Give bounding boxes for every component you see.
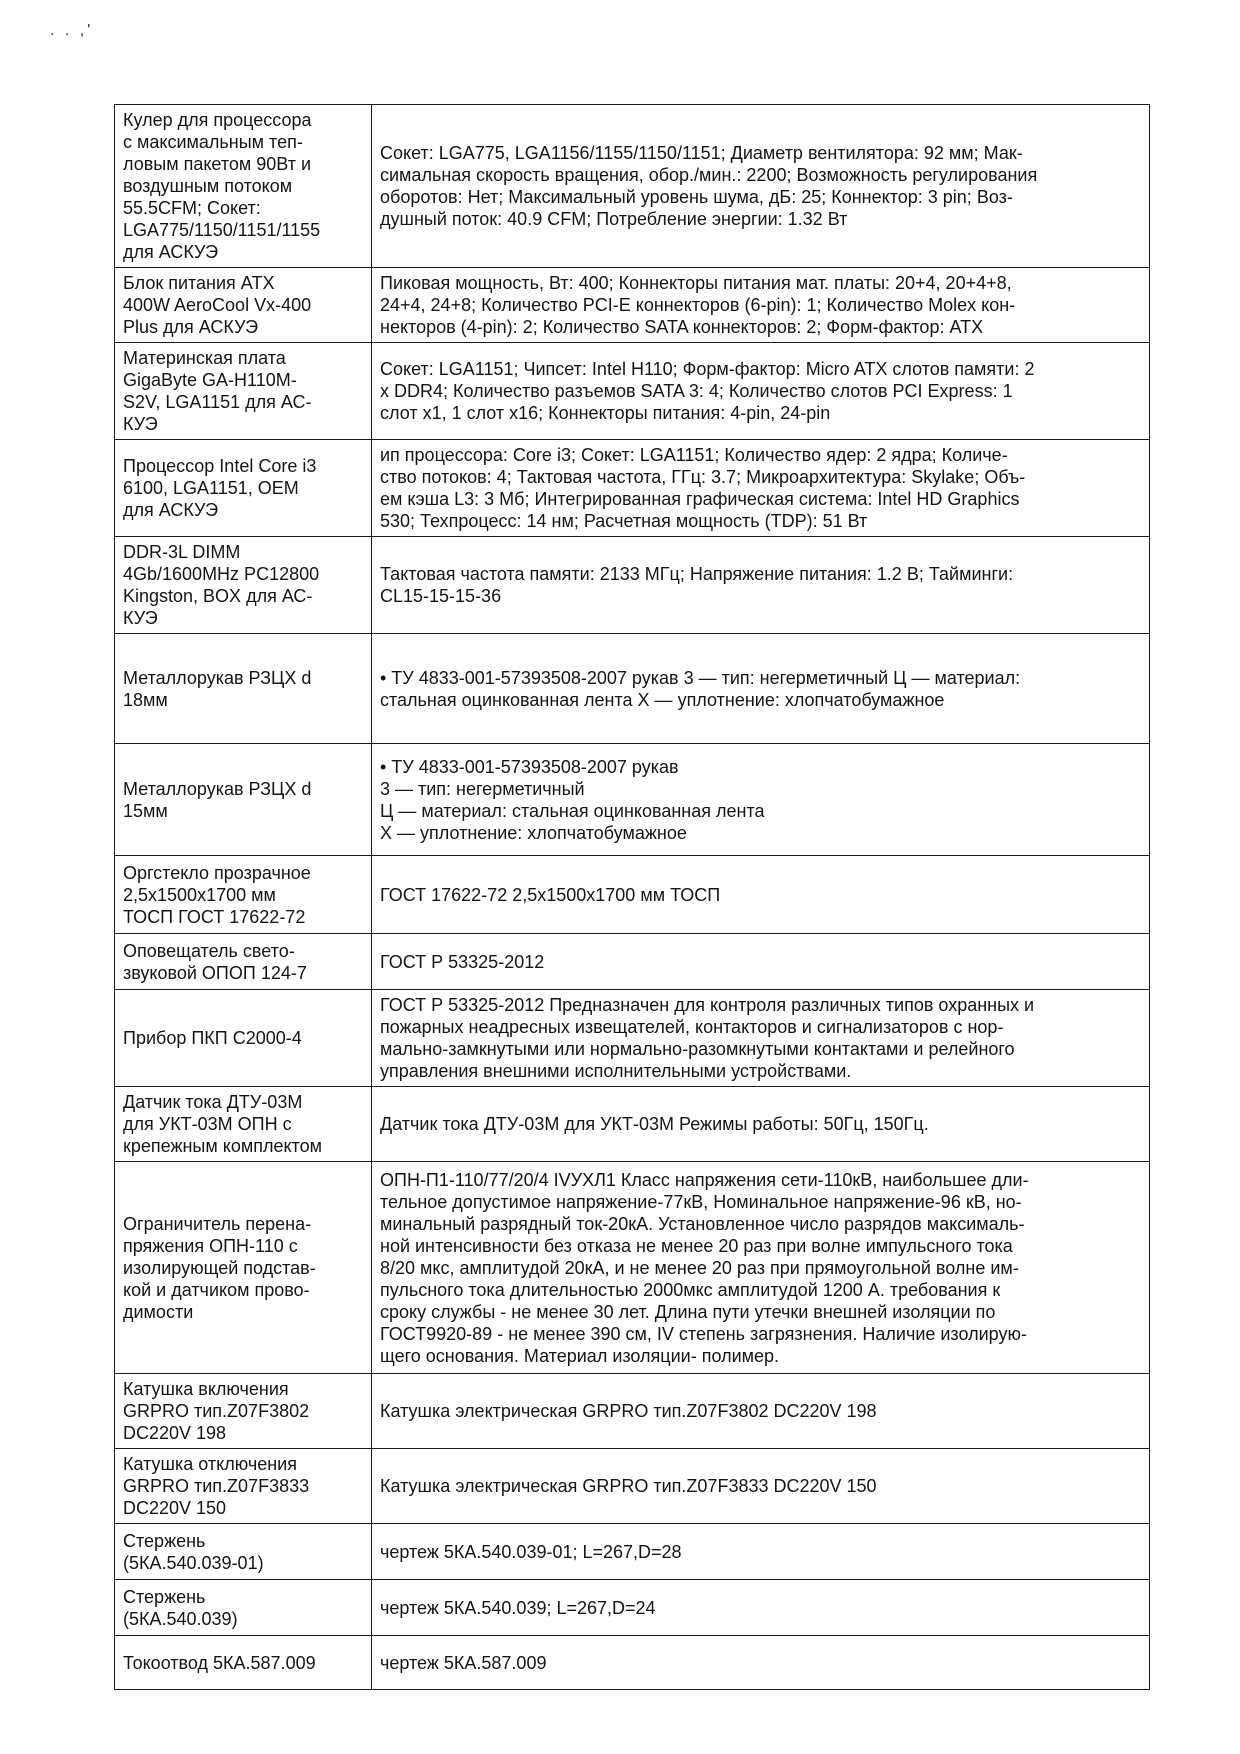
item-name-cell: Датчик тока ДТУ-03М для УКТ-03М ОПН с крепежным комплектом [115,1087,372,1162]
table-row [115,440,1150,537]
item-name-cell: Ограничитель перена- пряжения ОПН-110 с изолирующей подстав- кой и датчиком прово- димости [115,1162,372,1374]
item-description-cell: • ТУ 4833-001-57393508-2007 рукав 3 — тип: негерметичный Ц — материал: стальная оцинкованная лента X — уплотнение: хлопчатобумажное [372,634,1150,744]
item-name-cell: Металлорукав РЗЦХ d 18мм [115,634,372,744]
item-name-cell: Токоотвод 5КА.587.009 [115,1636,372,1690]
item-name-cell: Оповещатель свето- звуковой ОПОП 124-7 [115,934,372,990]
item-description-cell: чертеж 5КА.587.009 [372,1636,1150,1690]
item-description-cell: ГОСТ Р 53325-2012 Предназначен для контроля различных типов охранных и пожарных неадресных извещателей, контакторов и сигнализаторов с нор- мально-замкнутыми или нормально-разомкнутыми контактами и релейного управления внешними исполнительными устройствами. [372,990,1150,1087]
item-description-cell: Сокет: LGA775, LGA1156/1155/1150/1151; Диаметр вентилятора: 92 мм; Мак- симальная скорость вращения, обор./мин.: 2200; Возможность регулирования оборотов: Нет; Максимальный уровень шума, дБ: 25; Коннектор: 3 pin; Воз- душный поток: 40.9 CFM; Потребление энергии: 1.32 Вт [372,105,1150,268]
item-name-cell: Кулер для процессора с максимальным теп- ловым пакетом 90Вт и воздушным потоком 55.5CFM; Сокет: LGA775/1150/1151/1155 для АСКУЭ [115,105,372,268]
item-name-cell: DDR-3L DIMM 4Gb/1600MHz PC12800 Kingston, BOX для АС- КУЭ [115,537,372,634]
item-description-cell: чертеж 5КА.540.039-01; L=267,D=28 [372,1524,1150,1580]
table-row [115,1524,1150,1580]
table-row [115,1580,1150,1636]
item-description-cell: Тактовая частота памяти: 2133 МГц; Напряжение питания: 1.2 В; Тайминги: CL15-15-15-36 [372,537,1150,634]
item-name-cell: Прибор ПКП С2000-4 [115,990,372,1087]
table-row [115,744,1150,856]
item-description-cell: Пиковая мощность, Вт: 400; Коннекторы питания мат. платы: 20+4, 20+4+8, 24+4, 24+8; Количество PCI-E коннекторов (6-pin): 1; Количество Molex кон- некторов (4-pin): 2; Количество SATA коннекторов: 2; Форм-фактор: ATX [372,268,1150,343]
item-description-cell: чертеж 5КА.540.039; L=267,D=24 [372,1580,1150,1636]
item-name-cell: Катушка отключения GRPRO тип.Z07F3833 DC220V 150 [115,1449,372,1524]
item-description-cell: ип процессора: Core i3; Сокет: LGA1151; Количество ядер: 2 ядра; Количе- ство потоков: 4; Тактовая частота, ГГц: 3.7; Микроархитектура: Skylake; Объ- ем кэша L3: 3 Мб; Интегрированная графическая система: Intel HD Graphics 530; Техпроцесс: 14 нм; Расчетная мощность (TDP): 51 Вт [372,440,1150,537]
item-description-cell: ГОСТ 17622-72 2,5x1500x1700 мм ТОСП [372,856,1150,934]
table-row [115,1162,1150,1374]
table-row [115,1374,1150,1449]
item-name-cell: Материнская плата GigaByte GA-H110M- S2V, LGA1151 для АС- КУЭ [115,343,372,440]
table-row [115,1449,1150,1524]
table-row [115,1636,1150,1690]
item-description-cell: Катушка электрическая GRPRO тип.Z07F3802 DC220V 198 [372,1374,1150,1449]
table-row [115,634,1150,744]
item-name-cell: Катушка включения GRPRO тип.Z07F3802 DC220V 198 [115,1374,372,1449]
item-description-cell: Сокет: LGA1151; Чипсет: Intel H110; Форм-фактор: Micro ATX слотов памяти: 2 x DDR4; Количество разъемов SATA 3: 4; Количество слотов PCI Express: 1 слот x1, 1 слот x16; Коннекторы питания: 4-pin, 24-pin [372,343,1150,440]
item-name-cell: Оргстекло прозрачное 2,5x1500x1700 мм ТОСП ГОСТ 17622-72 [115,856,372,934]
item-description-cell: ОПН-П1-110/77/20/4 IVУХЛ1 Класс напряжения сети-110кВ, наибольшее дли- тельное допустимое напряжение-77кВ, Номинальное напряжение-96 кВ, но- минальный разрядный ток-20кА. Установленное число разрядов максималь- ной интенсивности без отказа не менее 20 раз при волне импульсного тока 8/20 мкс, амплитудой 20кА, и не менее 20 раз при прямоугольной волне им- пульсного тока длительностью 2000мкс амплитудой 1200 А. требования к сроку службы - не менее 30 лет. Длина пути утечки внешней изоляции по ГОСТ9920-89 - не менее 390 см, IV степень загрязнения. Наличие изолирую- щего основания. Материал изоляции- полимер. [372,1162,1150,1374]
item-name-cell: Процессор Intel Core i3 6100, LGA1151, OEM для АСКУЭ [115,440,372,537]
item-description-cell: Датчик тока ДТУ-03М для УКТ-03М Режимы работы: 50Гц, 150Гц. [372,1087,1150,1162]
specification-table [114,104,1150,1690]
table-row [115,990,1150,1087]
table-row [115,537,1150,634]
table-row [115,1087,1150,1162]
table-row [115,343,1150,440]
item-description-cell: Катушка электрическая GRPRO тип.Z07F3833 DC220V 150 [372,1449,1150,1524]
scan-marks: . . ,' [50,22,94,39]
item-name-cell: Металлорукав РЗЦХ d 15мм [115,744,372,856]
table-row [115,105,1150,268]
table-row [115,856,1150,934]
item-name-cell: Блок питания ATX 400W AeroCool Vx-400 Plus для АСКУЭ [115,268,372,343]
item-name-cell: Стержень (5КА.540.039-01) [115,1524,372,1580]
item-description-cell: ГОСТ Р 53325-2012 [372,934,1150,990]
table-row [115,934,1150,990]
item-description-cell: • ТУ 4833-001-57393508-2007 рукав 3 — тип: негерметичный Ц — материал: стальная оцинкованная лента X — уплотнение: хлопчатобумажное [372,744,1150,856]
item-name-cell: Стержень (5КА.540.039) [115,1580,372,1636]
table-row [115,268,1150,343]
